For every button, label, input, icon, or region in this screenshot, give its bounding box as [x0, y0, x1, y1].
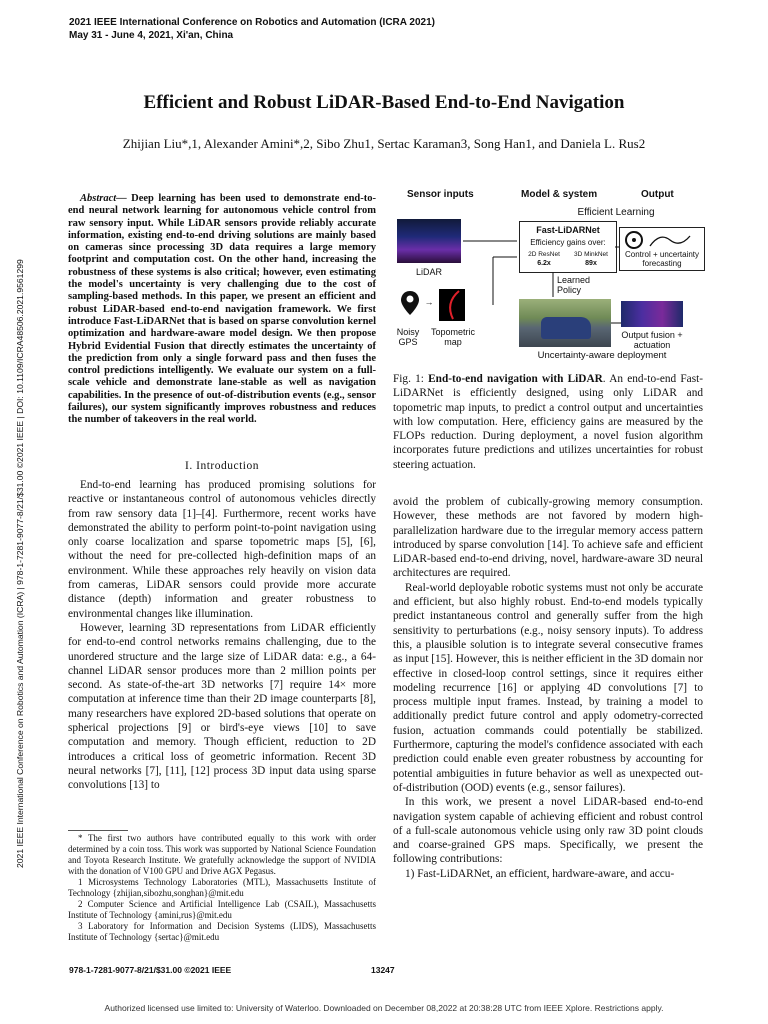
vehicle-photo — [519, 299, 611, 347]
section-heading: I. Introduction — [185, 460, 259, 472]
fig-map-label: Topometric map — [431, 327, 476, 347]
paper-title: Efficient and Robust LiDAR-Based End-to-End Navigation — [143, 92, 625, 113]
right-column-body — [393, 495, 703, 881]
fig-lidar-label: LiDAR — [415, 267, 442, 277]
doi-sidebar — [7, 178, 23, 868]
fig-efficient-learning: Efficient Learning — [577, 207, 655, 218]
caption-bold: End-to-end navigation with LiDAR — [428, 373, 603, 385]
fig-col-model: Model & system — [521, 189, 598, 200]
footnote-rule — [68, 830, 128, 831]
isbn-footer: 978-1-7281-9077-8/21/$31.00 ©2021 IEEE — [69, 965, 232, 975]
fig-resnet-label: 2D ResNet — [528, 251, 560, 258]
abstract — [68, 193, 376, 427]
footnote: * The first two authors have contributed equally to this work with order determined by a coin toss. This work was supported by National Science Foundation and Toyota Research Institute. We gratefully acknowledge the support of NVIDIA with the donation of V100 GPU and Drive AGX Pegasus. — [68, 833, 376, 876]
fig-gains-over: Efficiency gains over: — [530, 238, 606, 247]
left-column-body — [68, 478, 376, 793]
caption-text: . An end-to-end Fast-LiDARNet is efficiently designed, using only LiDAR and topometric map inputs, to predict a control output and uncertainties with low computation. Here, efficiency gains are measured by the FLOPs reduction. During deployment, a novel fusion algorithm incorporates future predictions and utilizes uncertainties for robust steering actuation. — [393, 373, 703, 471]
fig-resnet-gain: 6.2x — [537, 260, 551, 267]
fig-col-sensor: Sensor inputs — [407, 189, 474, 200]
fig-deployment: Uncertainty-aware deployment — [537, 350, 667, 361]
fusion-output-image — [621, 301, 683, 327]
paragraph: In this work, we present a novel LiDAR-based end-to-end navigation system capable of achieving efficient and robust control of a full-scale autonomous vehicle using only raw 3D point clouds and coarse-grained GPS maps. Specifically, we present the following contributions: — [393, 796, 703, 866]
footnote: 2 Computer Science and Artificial Intelligence Lab (CSAIL), Massachusetts Institute of Technology {amini,rus}@mit.edu — [68, 899, 376, 920]
paragraph: End-to-end learning has produced promising solutions for reactive or instantaneous control of autonomous vehicles directly from raw sensory data [1]–[4]. Furthermore, recent works have demonstrated the ability to perform point-to-point navigation using only coarse localization and sparse topometric maps [5], [6], without the need for pre-collected high-definition maps of an environment. While these approaches rely heavily on vision data from cameras, LiDAR sensors could provide more accurate distance (depth) information and greater robustness to environmental changes like illumination. — [68, 479, 376, 620]
dates-line: May 31 - June 4, 2021, Xi'an, China — [69, 30, 234, 41]
paragraph: However, learning 3D representations from LiDAR efficiently for end-to-end control networks remains challenging, due to the unordered structure and the large size of LiDAR data: e.g., a 64-channel LiDAR sensor produces more than 2 million points per second. As state-of-the-art 3D networks [7] require 14× more computation at inference time than their 2D image counterparts [8], many researchers have explored 2D-based solutions that operate on spherical projections [9] or bird's-eye views [10] to save computation and memory. Though efficient, reduction to 2D introduces a critical loss of geometric information. Recent 3D neural networks [7], [11], [12] process 3D input data using sparse convolutions [13] to — [68, 621, 376, 792]
conference-header — [69, 16, 435, 42]
footnote: 3 Laboratory for Information and Decision Systems (LIDS), Massachusetts Institute of Technology {sertac}@mit.edu — [68, 921, 376, 942]
fig-col-output: Output — [641, 189, 674, 200]
abstract-label: Abstract — [80, 193, 117, 204]
contribution-item: 1) Fast-LiDARNet, an efficient, hardware-aware, and accu- — [405, 867, 675, 880]
abstract-text: — Deep learning has been used to demonstrate end-to-end neural network learning for autonomous vehicle control from raw sensory input. While LiDAR sensors provide reliably accurate information, existing end-to-end driving solutions are mainly based on cameras since processing 3D data requires a large memory footprint and computation cost. On the other hand, increasing the robustness of these systems is also critical; however, even estimating the model's uncertainty is very challenging due to the cost of sampling-based methods. In this paper, we present an efficient and robust LiDAR-based end-to-end navigation framework. We first introduce Fast-LiDARNet that is based on sparse convolution kernel optimization and hardware-aware model design. We then propose Hybrid Evidential Fusion that directly estimates the uncertainty of the prediction from only a single forward pass and then fuses the control predictions intelligently. We evaluate our system on a full-scale vehicle and demonstrate lane-stable as well as navigation capabilities. In the presence of out-of-distribution events (e.g., sensor failures), our system significantly improves robustness and reduces the number of takeovers in the real world. — [68, 193, 376, 426]
footnotes — [68, 830, 376, 943]
car-shape — [541, 317, 591, 339]
author-list: Zhijian Liu*,1, Alexander Amini*,2, Sibo Zhu1, Sertac Karaman3, Song Han1, and Daniela L. Rus2 — [122, 136, 646, 151]
page-number: 13247 — [371, 965, 395, 975]
doi-sidebar-text: 2021 IEEE International Conference on Robotics and Automation (ICRA) | 978-1-7281-9077-8/21/$31.00 ©2021 IEEE | DOI: 10.1109/ICRA48506.2021.9561299 — [15, 259, 25, 868]
figure-1 — [393, 185, 711, 365]
fig-gps-label: Noisy GPS — [396, 327, 420, 347]
topometric-map-image — [439, 289, 465, 321]
caption-label: Fig. 1: — [393, 373, 429, 385]
arrow-icon: → — [424, 297, 434, 307]
fig-control-output: Control + uncertainty forecasting — [624, 250, 700, 268]
fig-fusion-output: Output fusion + actuation — [621, 330, 683, 350]
footnote: 1 Microsystems Technology Laboratories (MTL), Massachusetts Institute of Technology {zhijian,sibozhu,songhan}@mit.edu — [68, 877, 376, 898]
fig-net-title: Fast-LiDARNet — [536, 225, 600, 235]
license-notice: Authorized licensed use limited to: University of Waterloo. Downloaded on December 08,2022 at 20:38:28 UTC from IEEE Xplore. Restrictions apply. — [104, 1003, 664, 1013]
fig-learned-policy: Learned Policy — [557, 275, 591, 295]
fig-minknet-label: 3D MinkNet — [574, 251, 608, 258]
figure-caption — [393, 372, 703, 472]
gps-pin-icon — [399, 289, 421, 317]
paragraph: Real-world deployable robotic systems must not only be accurate and efficient, but also highly robust. End-to-end models typically predict instantaneous control and generally suffer from the high sensitivity to perturbations (e.g., noisy sensory inputs). To address this, a plausible solution is to integrate several consecutive frames as input [15]. However, this is neither efficient in the 3D domain nor effective in closed-loop control settings, since it requires either modeling recurrence [16] or applying 4D convolutions [7] to process multiple input frames. Instead, by training a model to additionally predict future control and apply odometry-corrected fusion, actuation commands could potentially be stabilized. Furthermore, capturing the model's confidence associated with each prediction could enable even greater robustness by accounting for potential ambiguities in future behavior as well as unexpected out-of-distribution (OOD) events (e.g., sensor failures). — [393, 581, 703, 794]
conference-line: 2021 IEEE International Conference on Robotics and Automation (ICRA 2021) — [69, 17, 435, 28]
fig-minknet-gain: 89x — [585, 260, 597, 267]
paragraph: avoid the problem of cubically-growing memory consumption. However, these methods are not favored by modern high-parallelization hardware due to the irregular memory access pattern introduced by sparse convolution [14]. To achieve safe and efficient LiDAR-based end-to-end driving, novel, hardware-aware 3D neural architectures are required. — [393, 496, 703, 580]
